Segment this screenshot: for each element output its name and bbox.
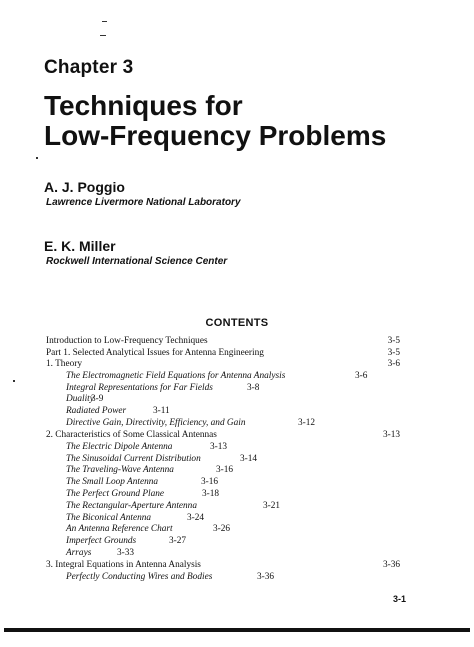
toc-entry-title: Integral Representations for Far Fields [66,383,213,393]
toc-entry [46,336,400,347]
toc-entry-title: The Traveling-Wave Antenna [66,465,174,475]
toc-entry-page: 3-12 [298,418,316,428]
toc-entry [66,418,336,429]
toc-entry-page: 3-5 [387,348,400,358]
author-affiliation-1: Lawrence Livermore National Laboratory [46,197,241,208]
toc-entry [46,348,400,359]
toc-entry-title: The Sinusoidal Current Distribution [66,454,201,464]
toc-entry [66,501,306,512]
toc-entry-title: The Small Loop Antenna [66,477,159,487]
toc-entry-title: The Electric Dipole Antenna [66,442,173,452]
toc-entry-title: 3. Integral Equations in Antenna Analysis [46,560,201,570]
toc-entry-title: Radiated Power [66,406,127,416]
toc-entry-title: 1. Theory [46,359,82,369]
toc-entry [66,548,166,559]
toc-entry-page: 3-36 [257,572,275,582]
toc-entry-page: 3-11 [153,406,170,416]
toc-entry-page: 3-6 [387,359,400,369]
toc-entry [66,406,206,417]
author-name-1: A. J. Poggio [44,179,125,195]
toc-entry-title: Perfectly Conducting Wires and Bodies [66,572,213,582]
toc-entry-page: 3-27 [169,536,187,546]
toc-entry [66,489,266,500]
toc-entry-page: 3-6 [355,371,368,381]
toc-entry-title: Arrays [66,548,92,558]
toc-entry-page: 3-5 [387,336,400,346]
toc-entry-page: 3-13 [210,442,228,452]
toc-entry-title: Directive Gain, Directivity, Efficiency, and Gain [66,418,246,428]
toc-entry [46,430,400,441]
toc-entry [66,536,226,547]
footer-rule [4,628,470,632]
contents-heading: CONTENTS [205,317,269,329]
author-affiliation-2: Rockwell International Science Center [46,256,228,267]
toc-entry [66,394,166,405]
toc-entry-title: The Electromagnetic Field Equations for Antenna Analysis [66,371,286,381]
toc-entry-page: 3-16 [216,465,234,475]
toc-entry-page: 3-21 [263,501,281,511]
toc-entry [46,359,400,370]
print-speck-top-2 [100,35,106,36]
toc-entry [66,524,266,535]
toc-entry-title: Part 1. Selected Analytical Issues for Antenna Engineering [46,348,264,358]
toc-entry-page: 3-8 [247,383,260,393]
toc-entry [46,560,400,571]
toc-entry [66,477,266,488]
chapter-title-line-1: Techniques for [44,90,243,121]
toc-entry [66,572,296,583]
toc-entry-title: The Rectangular-Aperture Antenna [66,501,197,511]
toc-entry-title: Duality [66,394,94,404]
toc-entry-page: 3-24 [187,513,205,523]
chapter-label: Chapter 3 [44,57,134,78]
toc-entry-page: 3-26 [213,524,231,534]
toc-entry-title: The Biconical Antenna [66,513,152,523]
print-speck-margin [13,380,15,382]
toc-entry-title: Introduction to Low-Frequency Techniques [46,336,208,346]
chapter-title-line-2: Low-Frequency Problems [44,120,387,151]
toc-entry-page: 3-16 [201,477,219,487]
toc-entry-page: 3-18 [202,489,220,499]
toc-entry [66,513,266,524]
toc-entry [66,371,366,382]
author-name-2: E. K. Miller [44,238,116,254]
print-speck-left [36,157,38,159]
print-speck-top [102,21,107,22]
toc-entry-page: 3-13 [382,430,400,440]
toc-entry-page: 3-36 [382,560,400,570]
toc-entry [66,465,266,476]
toc-entry [66,442,266,453]
toc-entry-page: 3-14 [240,454,258,464]
toc-entry-title: 2. Characteristics of Some Classical Antennas [46,430,217,440]
toc-entry-page: 3-9 [91,394,104,404]
toc-entry-title: An Antenna Reference Chart [66,524,173,534]
toc-entry-title: Imperfect Grounds [66,536,137,546]
toc-entry [66,383,316,394]
toc-entry-page: 3-33 [117,548,135,558]
toc-entry [66,454,286,465]
page-number: 3-1 [393,594,407,604]
toc-entry-title: The Perfect Ground Plane [66,489,165,499]
